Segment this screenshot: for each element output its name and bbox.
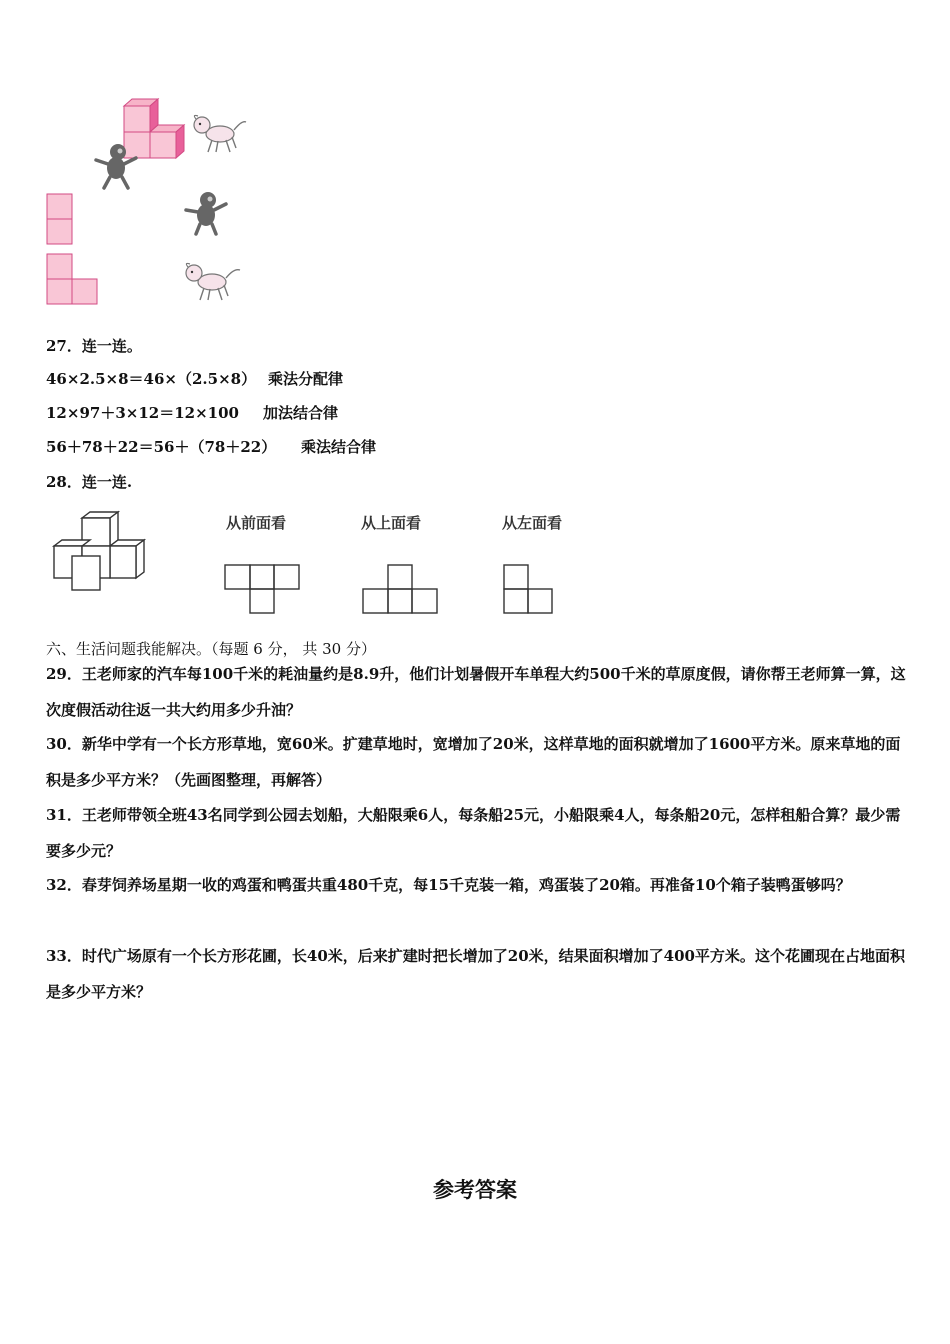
- q27-expression-3: 56＋78＋22＝56＋（78＋22）: [46, 438, 277, 456]
- q27-expression-2: 12×97＋3×12＝12×100: [46, 404, 239, 422]
- problem-32: 32．春芽饲养场星期一收的鸡蛋和鸭蛋共重480千克，每15千克装一箱，鸡蛋装了20箱。再准备10个箱子装鸭蛋够吗？: [46, 876, 851, 894]
- q27-expression-1: 46×2.5×8＝46×（2.5×8）: [46, 370, 257, 388]
- q27-law-2: 加法结合律: [263, 404, 339, 422]
- answer-key-title: 参考答案: [433, 1178, 517, 1202]
- top-view-option-figure: [46, 253, 100, 305]
- view-label-front: 从前面看: [226, 514, 287, 532]
- problem-29: 29．王老师家的汽车每100千米的耗油量约是8.9升，他们计划暑假开车单程大约500千米的草原度假，请你帮王老师算一算，这次度假活动往返一共大约用多少升油？: [46, 665, 906, 719]
- front-view-shape: [224, 564, 302, 616]
- front-view-option-figure: [46, 193, 74, 245]
- section-6-heading: 六、生活问题我能解决。（每题 6 分， 共 30 分）: [46, 640, 376, 658]
- dog-icon: [180, 260, 242, 304]
- top-view-shape: [362, 564, 440, 616]
- problem-33: 33．时代广场原有一个长方形花圃，长40米，后来扩建时把长增加了20米，结果面积增加了400平方米。这个花圃现在占地面积是多少平方米？: [46, 947, 905, 1001]
- monkey-icon: [182, 190, 230, 236]
- view-label-top: 从上面看: [361, 514, 422, 532]
- q27-title: 27．连一连。: [46, 337, 142, 355]
- block-solid-figure: [50, 510, 148, 596]
- monkey-icon: [92, 142, 140, 190]
- dog-icon: [188, 112, 248, 156]
- problem-30: 30．新华中学有一个长方形草地，宽60米。扩建草地时，宽增加了20米，这样草地的面积就增加了1600平方米。原来草地的面积是多少平方米？（先画图整理，再解答）: [46, 735, 901, 789]
- q28-title: 28．连一连.: [46, 473, 133, 491]
- problem-31: 31．王老师带领全班43名同学到公园去划船，大船限乘6人，每条船25元，小船限乘4人，每条船20元，怎样租船合算？最少需要多少元？: [46, 806, 901, 860]
- q27-law-3: 乘法结合律: [301, 438, 377, 456]
- left-view-shape: [503, 564, 555, 616]
- view-label-left: 从左面看: [502, 514, 563, 532]
- q27-law-1: 乘法分配律: [268, 370, 344, 388]
